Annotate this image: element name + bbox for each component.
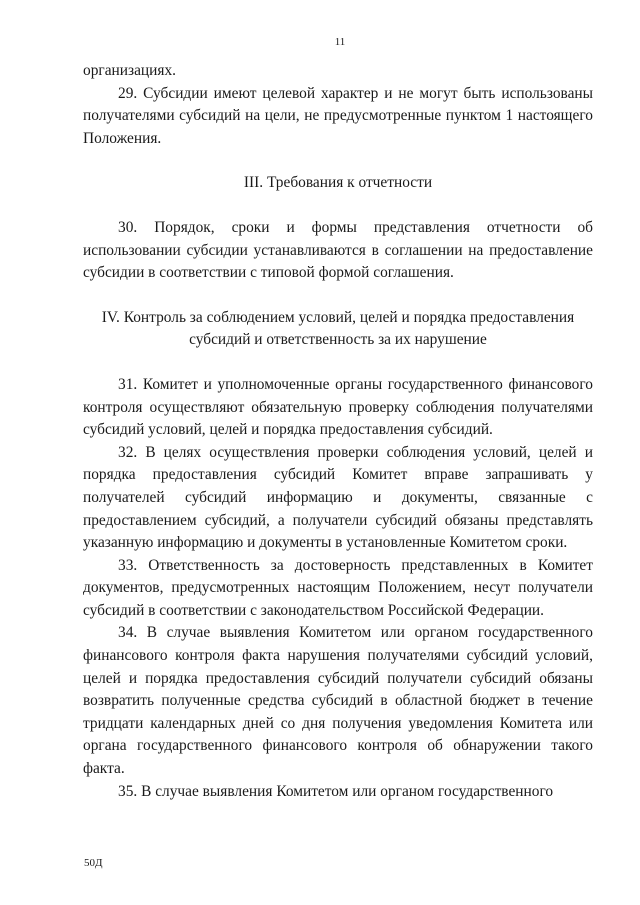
page-number: 11 — [334, 36, 346, 48]
paragraph-30: 30. Порядок, сроки и формы представления отчетности об использовании субсидии устанавливаются в соглашении на предоставление субсидии в соответствии с типовой формой соглашения. — [83, 218, 593, 282]
section-heading-4-line-1: IV. Контроль за соблюдением условий, целей и порядка предоставления — [101, 308, 575, 326]
paragraph-33: 33. Ответственность за достоверность представленных в Комитет документов, предусмотренных настоящим Положением, несут получатели субсидий в соответствии с законодательством Российской Федерации. — [83, 556, 593, 619]
document-body — [83, 60, 593, 803]
paragraph-29: 29. Субсидии имеют целевой характер и не могут быть использованы получателями субсидий на цели, не предусмотренные пунктом 1 настоящего Положения. — [83, 84, 593, 147]
paragraph-32: 32. В целях осуществления проверки соблюдения условий, целей и порядка предоставления субсидий Комитет вправе запрашивать у получателей субсидий информацию и документы, связанные с предоставлением субсидий, а получатели субсидий обязаны представлять указанную информацию и документы в установленные Комитетом сроки. — [83, 443, 593, 552]
paragraph-34: 34. В случае выявления Комитетом или органом государственного финансового контроля факта нарушения получателями субсидий условий, целей и порядка предоставления субсидий получатели субсидий обязаны возвратить полученные средства субсидий в областной бюджет в течение тридцати календарных дней со дня получения уведомления Комитета или органа государственного финансового контроля об обнаружении такого факта. — [83, 624, 593, 778]
section-heading-4-line-2: субсидий и ответственность за их нарушение — [189, 331, 487, 349]
paragraph-continuation: организациях. — [83, 62, 177, 79]
paragraph-35: 35. В случае выявления Комитетом или органом государственного — [118, 782, 554, 800]
footer-code: 50Д — [84, 857, 103, 869]
paragraph-31: 31. Комитет и уполномоченные органы государственного финансового контроля осуществляют обязательную проверку соблюдения получателями субсидий условий, целей и порядка предоставления субсидий. — [83, 375, 593, 439]
section-heading-3: III. Требования к отчетности — [243, 174, 433, 192]
